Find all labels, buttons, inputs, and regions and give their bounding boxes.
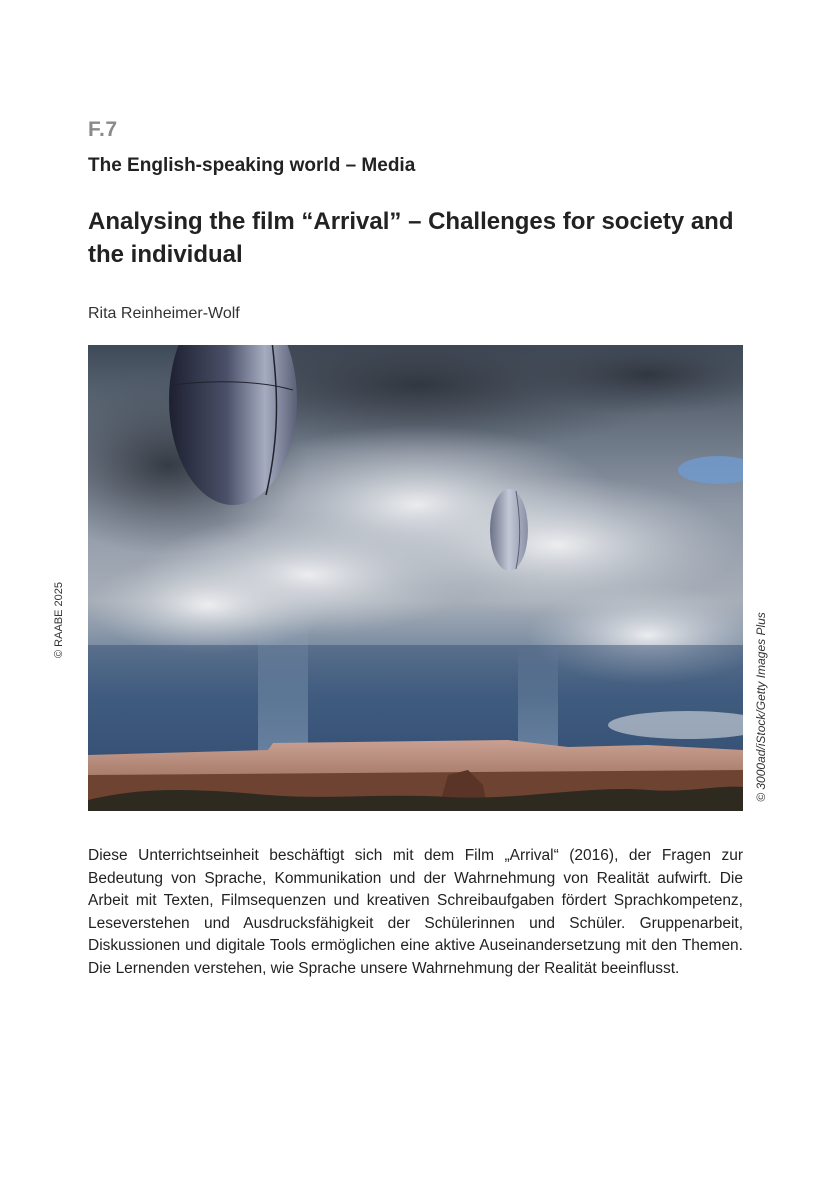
page-title: Analysing the film “Arrival” – Challenges for society and the individual [88, 208, 734, 268]
subject-heading: The English-speaking world – Media [88, 155, 416, 176]
film-still-image [88, 345, 743, 811]
copyright-notice: © RAABE 2025 [53, 582, 65, 658]
intro-paragraph: Diese Unterrichtseinheit beschäftigt sich mit dem Film „Arrival“ (2016), der Fragen zur Bedeutung von Sprache, Kommunikation und der Wahrnehmung von Realität aufwirft. Die Arbeit mit Texten, Filmsequenzen und kreativen Schreibaufgaben fördert Sprachkompetenz, Leseverstehen und Ausdrucksfähigkeit der Schülerinnen und Schüler. Gruppenarbeit, Diskussionen und digitale Tools ermöglichen eine aktive Auseinandersetzung mit den Themen. Die Lernenden verstehen, wie Sprache unsere Wahrnehmung der Realität beeinflusst. [88, 847, 743, 977]
unit-code: F.7 [88, 118, 118, 141]
author-name: Rita Reinheimer-Wolf [88, 305, 240, 322]
image-credit: © 3000ad/iStock/Getty Images Plus [754, 612, 768, 802]
